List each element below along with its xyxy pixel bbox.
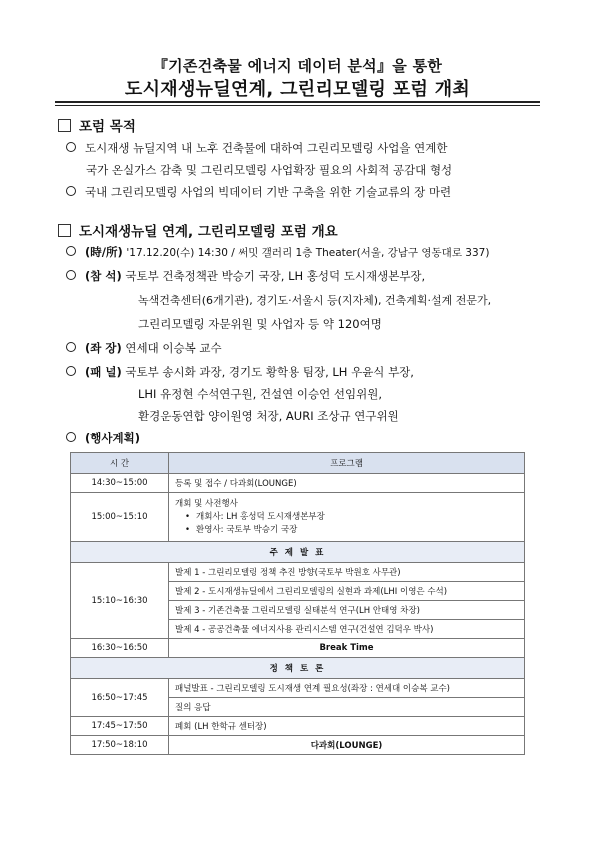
row-program: 발제 1 - 그린리모델링 정책 추진 방향(국토부 박원호 사무관) [169, 563, 525, 582]
when-where-label: (時/所) [85, 245, 123, 259]
row-program: 발제 2 - 도시재생뉴딜에서 그린리모델링의 실현과 과제(LHI 이영은 수석) [169, 582, 525, 601]
table-row [71, 679, 525, 698]
purpose-item-text: 도시재생 뉴딜지역 내 노후 건축물에 대하여 그린리모델링 사업을 연계한 [85, 141, 448, 155]
group-keynote: 주 제 발 표 [71, 542, 525, 563]
group-discussion: 정 책 토 론 [71, 658, 525, 679]
attendees-label: (참 석) [85, 269, 122, 283]
row-program: 발제 4 - 공공건축물 에너지사용 관리시스템 연구(건설연 김덕우 박사) [169, 620, 525, 639]
table-row [71, 493, 525, 542]
purpose-item-continuation [86, 162, 452, 178]
attendees-text: 국토부 건축정책관 박승기 국장, LH 홍성덕 도시재생본부장, [125, 269, 426, 283]
opening-sublist [185, 511, 518, 537]
row-time: 17:45~17:50 [71, 717, 169, 736]
purpose-item-text: 국가 온실가스 감축 및 그린리모델링 사업확장 필요의 사회적 공감대 형성 [86, 163, 453, 177]
opening-subitem: • 개회사: LH 홍성덕 도시재생본부장 [185, 511, 518, 524]
panel-line [66, 364, 414, 380]
event-plan-line [66, 430, 140, 446]
section-overview-title: 도시재생뉴딜 연계, 그린리모델링 포럼 개요 [79, 224, 338, 240]
event-plan-label: (행사계획) [85, 431, 140, 445]
section-purpose-heading [58, 115, 136, 135]
group-row [71, 542, 525, 563]
panel-line-3: 환경운동연합 양이원영 처장, AURI 조상규 연구위원 [138, 409, 399, 423]
purpose-item [66, 184, 451, 200]
circle-bullet-icon [66, 432, 76, 442]
row-time: 16:50~17:45 [71, 679, 169, 717]
attendees-line-2: 녹색건축센터(6개기관), 경기도·서울시 등(지자체), 건축계획·설계 전문가, [138, 294, 492, 307]
row-time: 15:10~16:30 [71, 563, 169, 639]
when-where-text: '17.12.20(수) 14:30 / 써밋 갤러리 1층 Theater(서울, 강남구 영동대로 337) [126, 247, 490, 259]
title-line-1: 『기존건축물 에너지 데이터 분석』을 통한 [152, 57, 443, 75]
section-purpose-title: 포럼 목적 [79, 119, 136, 135]
row-program: 패널발표 - 그린리모델링 도시재생 연계 필요성(좌장 : 연세대 이승복 교수) [169, 679, 525, 698]
table-row [71, 474, 525, 493]
purpose-item [66, 140, 448, 156]
section-overview-heading [58, 220, 338, 240]
header-program: 프로그램 [169, 453, 525, 474]
circle-bullet-icon [66, 142, 76, 152]
row-program: 다과회(LOUNGE) [169, 736, 525, 755]
circle-bullet-icon [66, 186, 76, 196]
chair-label: (좌 장) [85, 341, 122, 355]
row-program: Break Time [169, 639, 525, 658]
circle-bullet-icon [66, 270, 76, 280]
panel-text: 국토부 송시화 과장, 경기도 황학용 팀장, LH 우윤식 부장, [125, 365, 414, 379]
row-program: 발제 3 - 기존건축물 그린리모델링 실태분석 연구(LH 안태영 차장) [169, 601, 525, 620]
title-line-2: 도시재생뉴딜연계, 그린리모델링 포럼 개최 [124, 79, 471, 100]
table-row [71, 639, 525, 658]
table-row [71, 736, 525, 755]
opening-title: 개회 및 사전행사 [175, 499, 238, 509]
table-row [71, 563, 525, 582]
row-program [169, 493, 525, 542]
attendees-line-3: 그린리모델링 자문위원 및 사업자 등 약 120여명 [138, 317, 382, 331]
when-where-line [66, 244, 489, 260]
row-program: 등록 및 접수 / 다과회(LOUNGE) [169, 474, 525, 493]
row-time: 17:50~18:10 [71, 736, 169, 755]
chair-line [66, 340, 222, 356]
chair-text: 연세대 이승복 교수 [125, 341, 222, 355]
panel-line-2: LHI 유정현 수석연구원, 건설연 이승언 선임위원, [138, 387, 382, 401]
row-time: 16:30~16:50 [71, 639, 169, 658]
table-header-row [71, 453, 525, 474]
opening-subitem: • 환영사: 국토부 박승기 국장 [185, 524, 518, 537]
row-program: 질의 응답 [169, 698, 525, 717]
row-time: 15:00~15:10 [71, 493, 169, 542]
row-time: 14:30~15:00 [71, 474, 169, 493]
purpose-item-text: 국내 그린리모델링 사업의 빅데이터 기반 구축을 위한 기술교류의 장 마련 [85, 185, 452, 199]
group-row [71, 658, 525, 679]
checkbox-square-icon [58, 224, 71, 237]
checkbox-square-icon [58, 119, 71, 132]
title-rule-thick [55, 101, 540, 103]
schedule-table [70, 452, 525, 755]
row-program: 폐회 (LH 한학규 센터장) [169, 717, 525, 736]
attendees-line [66, 268, 425, 284]
circle-bullet-icon [66, 342, 76, 352]
circle-bullet-icon [66, 246, 76, 256]
title-rule-thin [55, 105, 540, 106]
header-time: 시 간 [71, 453, 169, 474]
panel-label: (패 널) [85, 365, 122, 379]
table-row [71, 717, 525, 736]
circle-bullet-icon [66, 366, 76, 376]
